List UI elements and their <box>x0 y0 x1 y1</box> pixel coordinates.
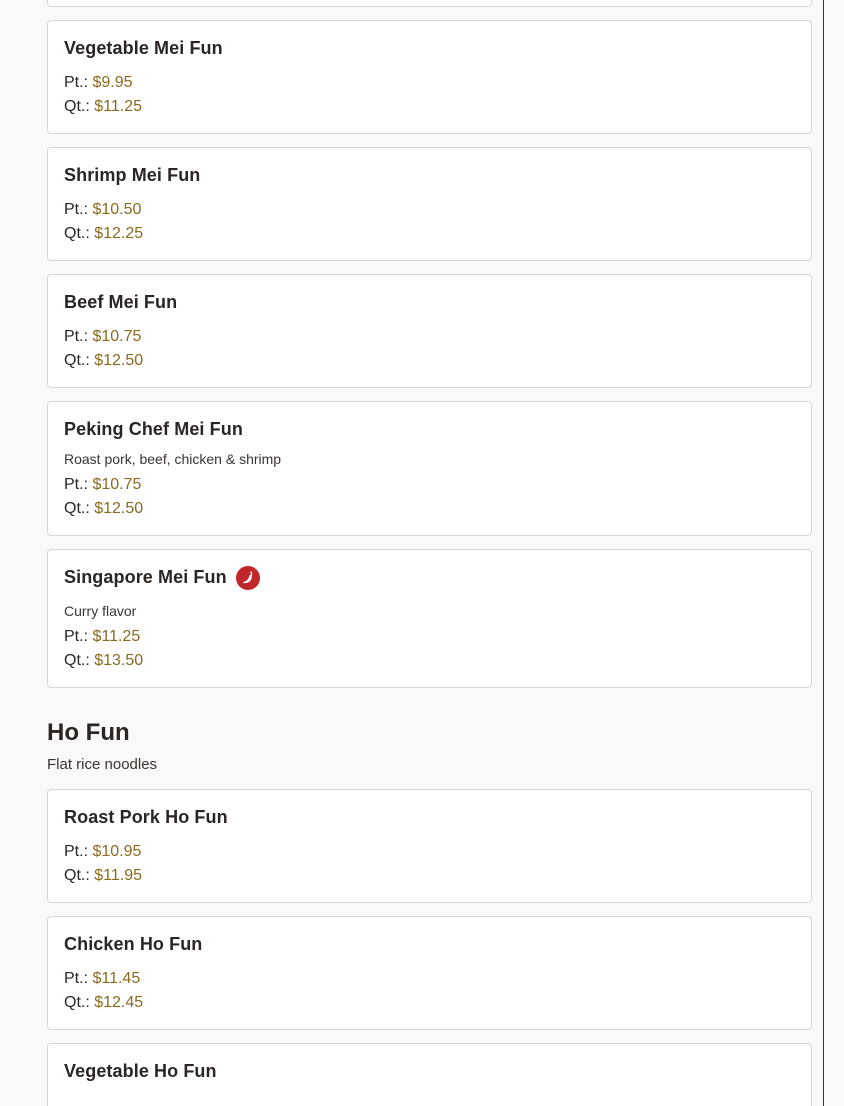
item-title-row <box>64 291 795 313</box>
quart-price: Qt.: $12.25 <box>64 225 144 242</box>
pint-price: Pt.: $11.45 <box>64 970 141 987</box>
item-title-row <box>64 933 795 955</box>
item-name: Vegetable Mei Fun <box>64 37 223 58</box>
item-title-row <box>64 806 795 828</box>
price-block <box>64 71 795 119</box>
price-block <box>64 625 795 673</box>
price-block <box>64 325 795 373</box>
pint-price: Pt.: $10.75 <box>64 476 142 493</box>
menu-item-card[interactable] <box>47 401 812 536</box>
menu-item-card[interactable] <box>47 1043 812 1106</box>
menu-item-card[interactable] <box>47 0 812 7</box>
item-name: Peking Chef Mei Fun <box>64 418 243 439</box>
price-block <box>64 473 795 521</box>
item-description: Roast pork, beef, chicken & shrimp <box>64 451 282 467</box>
pint-price: Pt.: $10.75 <box>64 328 142 345</box>
menu-item-card[interactable] <box>47 549 812 688</box>
pint-price: Pt.: $10.95 <box>64 843 142 860</box>
quart-price: Qt.: $11.95 <box>64 867 142 884</box>
chili-pepper-icon <box>236 566 260 590</box>
item-name: Shrimp Mei Fun <box>64 164 201 185</box>
item-title-row <box>64 164 795 186</box>
item-name: Roast Pork Ho Fun <box>64 806 228 827</box>
quart-price: Qt.: $12.45 <box>64 994 144 1011</box>
pint-price: Pt.: $10.50 <box>64 201 142 218</box>
quart-price: Qt.: $12.50 <box>64 352 144 369</box>
pint-price: Pt.: $9.95 <box>64 74 133 91</box>
pint-price: Pt.: $11.25 <box>64 628 141 645</box>
content-divider <box>823 0 824 1106</box>
section-description: Flat rice noodles <box>47 756 158 773</box>
item-name: Vegetable Ho Fun <box>64 1060 217 1081</box>
item-title-row <box>64 37 795 59</box>
quart-price: Qt.: $12.50 <box>64 500 144 517</box>
menu-section-header <box>47 718 812 773</box>
price-block <box>64 840 795 888</box>
item-name: Singapore Mei Fun <box>64 566 227 587</box>
item-name: Beef Mei Fun <box>64 291 178 312</box>
quart-price: Qt.: $11.25 <box>64 98 142 115</box>
menu-item-card[interactable] <box>47 916 812 1030</box>
price-block <box>64 198 795 246</box>
item-description: Curry flavor <box>64 603 137 619</box>
quart-price: Qt.: $13.50 <box>64 652 144 669</box>
menu-item-card[interactable] <box>47 147 812 261</box>
menu-content <box>47 0 812 1106</box>
item-title-row <box>64 1060 795 1082</box>
menu-item-card[interactable] <box>47 274 812 388</box>
item-name: Chicken Ho Fun <box>64 933 203 954</box>
section-title: Ho Fun <box>47 719 130 746</box>
menu-item-card[interactable] <box>47 20 812 134</box>
menu-item-card[interactable] <box>47 789 812 903</box>
price-block <box>64 967 795 1015</box>
item-title-row <box>64 418 795 440</box>
item-title-row <box>64 566 795 588</box>
